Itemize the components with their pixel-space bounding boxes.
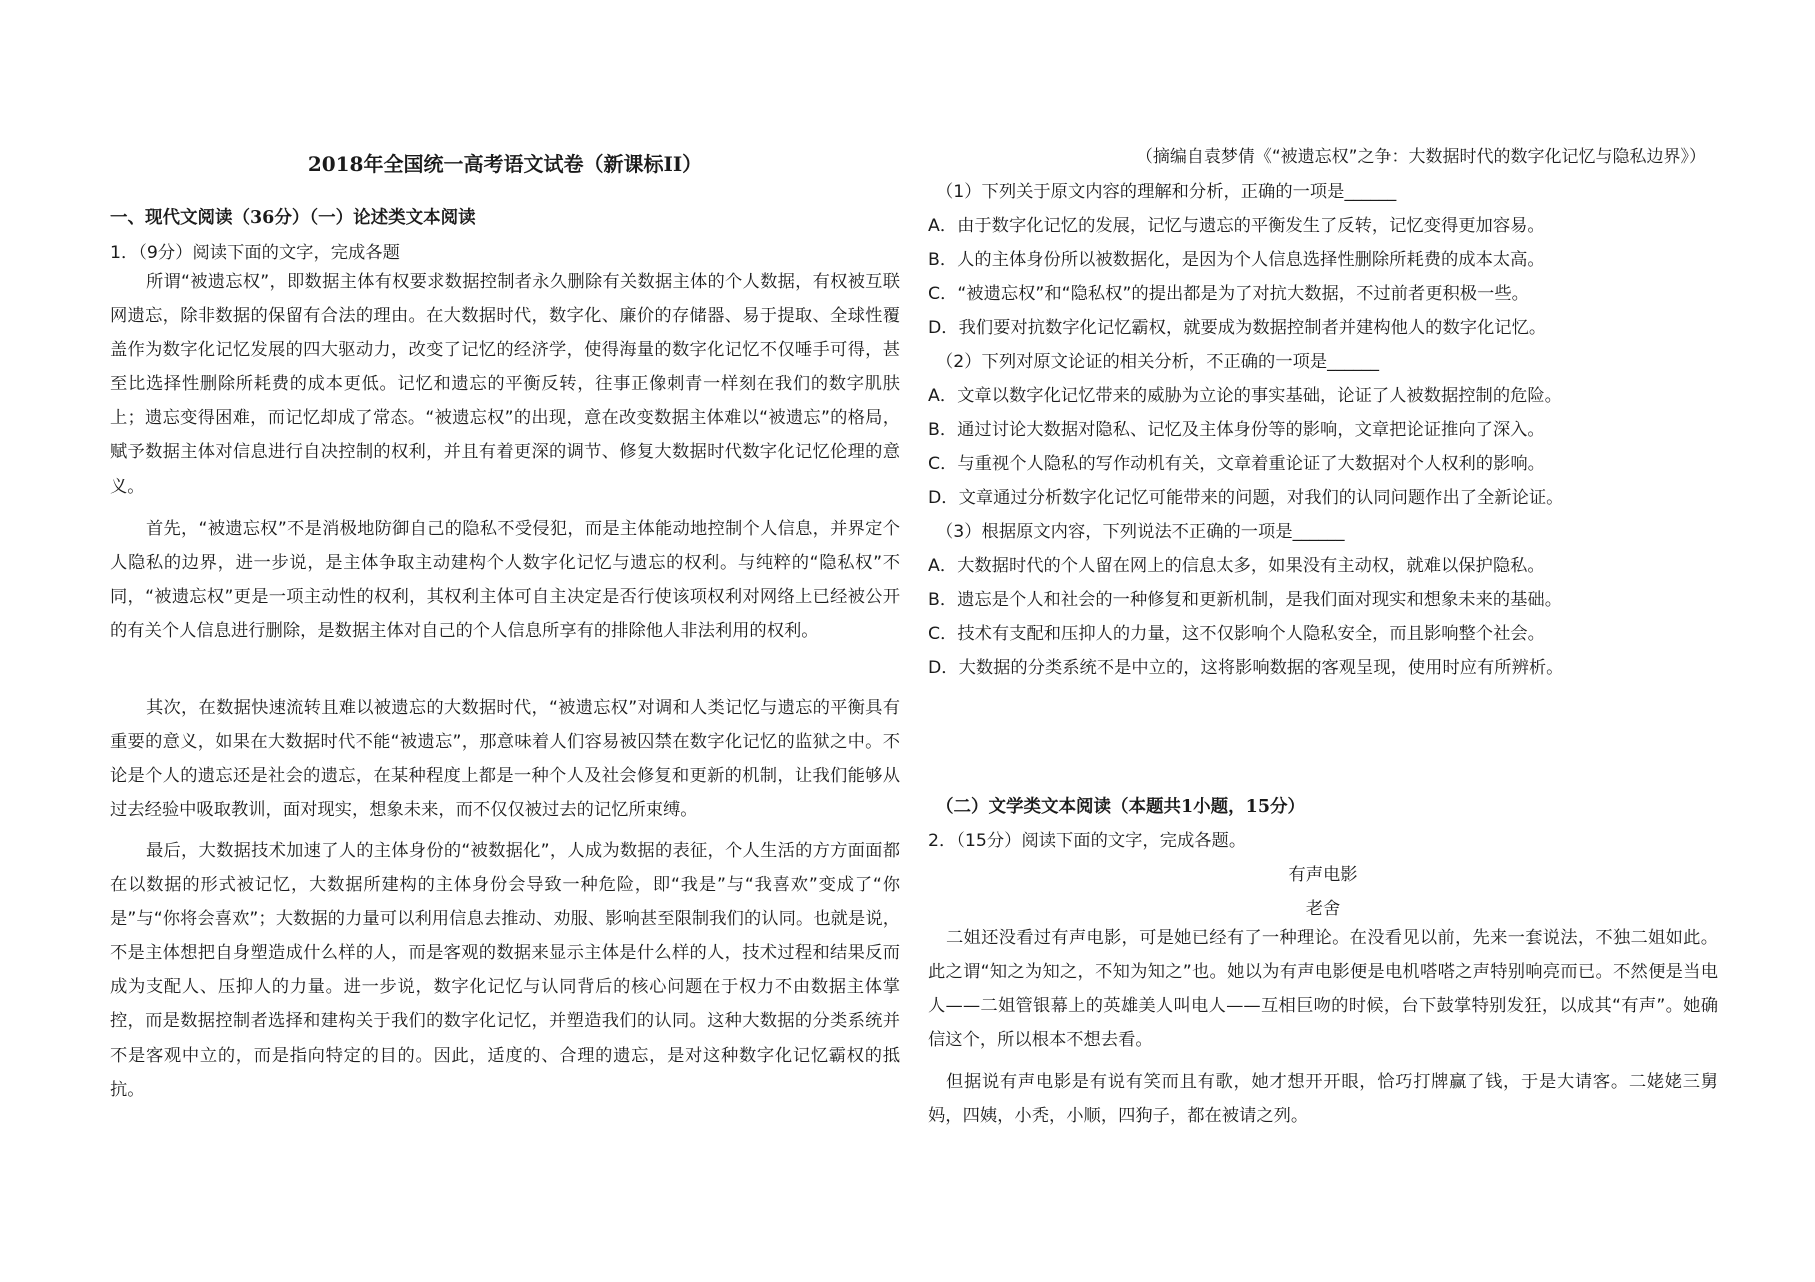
question-1-3-option-c: C．技术有支配和压抑人的力量，这不仅影响个人隐私安全，而且影响整个社会。 — [928, 624, 1545, 644]
story-paragraph-1: 二姐还没看过有声电影，可是她已经有了一种理论。在没看见以前，先来一套说法，不独二姐如此。此之谓“知之为知之，不知为知之”也。她以为有声电影便是电机嗒嗒之声特别响亮而已。不然便是当电人——二姐管银幕上的英雄美人叫电人——互相巨吻的时候，台下鼓掌特别发狂，以成其“有声”。她确信这个，所以根本不想去看。 — [928, 928, 1718, 1051]
passage-paragraph-4: 最后，大数据技术加速了人的主体身份的“被数据化”，人成为数据的表征，个人生活的方方面面都在以数据的形式被记忆，大数据所建构的主体身份会导致一种危险，即“我是”与“我喜欢”变成了“你是”与“你将会喜欢”；大数据的力量可以利用信息去推动、劝服、影响甚至限制我们的认同。也就是说，不是主体想把自身塑造成什么样的人，而是客观的数据来显示主体是什么样的人，技术过程和结果反而成为支配人、压抑人的力量。进一步说，数字化记忆与认同背后的核心问题在于权力不由数据主体掌控，而是数据控制者选择和建构关于我们的数字化记忆，并塑造我们的认同。这种大数据的分类系统并不是客观中立的，而是指向特定的目的。因此，适度的、合理的遗忘，是对这种数字化记忆霸权的抵抗。 — [110, 841, 900, 1100]
question-1-3-option-d: D．大数据的分类系统不是中立的，这将影响数据的客观呈现，使用时应有所辨析。 — [928, 658, 1564, 678]
question-1-2-option-d: D．文章通过分析数字化记忆可能带来的问题，对我们的认同问题作出了全新论证。 — [928, 488, 1564, 508]
question-1-1-option-b: B．人的主体身份所以被数据化，是因为个人信息选择性删除所耗费的成本太高。 — [928, 250, 1545, 270]
question-1-2-option-a: A．文章以数字化记忆带来的威胁为立论的事实基础，论证了人被数据控制的危险。 — [928, 386, 1562, 406]
question-1-2-option-c: C．与重视个人隐私的写作动机有关，文章着重论证了大数据对个人权利的影响。 — [928, 454, 1545, 474]
question-1-3-option-b: B．遗忘是个人和社会的一种修复和更新机制，是我们面对现实和想象未来的基础。 — [928, 590, 1562, 610]
passage-paragraph-2: 首先，“被遗忘权”不是消极地防御自己的隐私不受侵犯，而是主体能动地控制个人信息，并界定个人隐私的边界，进一步说，是主体争取主动建构个人数字化记忆与遗忘的权利。与纯粹的“隐私权”不同，“被遗忘权”更是一项主动性的权利，其权利主体可自主决定是否行使该项权利对网络上已经被公开的有关个人信息进行删除，是数据主体对自己的个人信息所享有的排除他人非法利用的权利。 — [110, 519, 900, 642]
passage-source: （摘编自袁梦倩《“被遗忘权”之争：大数据时代的数字化记忆与隐私边界》） — [1135, 147, 1706, 167]
question-1-1-option-a: A．由于数字化记忆的发展，记忆与遗忘的平衡发生了反转，记忆变得更加容易。 — [928, 216, 1545, 236]
passage-paragraph-3: 其次，在数据快速流转且难以被遗忘的大数据时代，“被遗忘权”对调和人类记忆与遗忘的平衡具有重要的意义，如果在大数据时代不能“被遗忘”，那意味着人们容易被囚禁在数字化记忆的监狱之中。不论是个人的遗忘还是社会的遗忘，在某种程度上都是一种个人及社会修复和更新的机制，让我们能够从过去经验中吸取教训，面对现实，想象未来，而不仅仅被过去的记忆所束缚。 — [110, 698, 900, 821]
question-2-intro: 2．（15分）阅读下面的文字，完成各题。 — [928, 831, 1247, 851]
passage-paragraph-1: 所谓“被遗忘权”，即数据主体有权要求数据控制者永久删除有关数据主体的个人数据，有权被互联网遗忘，除非数据的保留有合法的理由。在大数据时代，数字化、廉价的存储器、易于提取、全球性覆盖作为数字化记忆发展的四大驱动力，改变了记忆的经济学，使得海量的数字化记忆不仅唾手可得，甚至比选择性删除所耗费的成本更低。记忆和遗忘的平衡反转，往事正像刺青一样刻在我们的数字肌肤上；遗忘变得困难，而记忆却成了常态。“被遗忘权”的出现，意在改变数据主体难以“被遗忘”的格局，赋予数据主体对信息进行自决控制的权利，并且有着更深的调节、修复大数据时代数字化记忆伦理的意义。 — [110, 272, 900, 497]
question-1-3-option-a: A．大数据时代的个人留在网上的信息太多，如果没有主动权，就难以保护隐私。 — [928, 556, 1545, 576]
section-heading-modern-reading: 一、现代文阅读（36分）（一）论述类文本阅读 — [110, 208, 476, 228]
question-1-2: （2）下列对原文论证的相关分析，不正确的一项是______ — [936, 352, 1380, 372]
question-1-1: （1）下列关于原文内容的理解和分析，正确的一项是______ — [936, 182, 1397, 202]
section-heading-literary-reading: （二）文学类文本阅读（本题共1小题，15分） — [936, 797, 1306, 817]
question-1-2-option-b: B．通过讨论大数据对隐私、记忆及主体身份等的影响，文章把论证推向了深入。 — [928, 420, 1545, 440]
question-1-1-option-d: D．我们要对抗数字化记忆霸权，就要成为数据控制者并建构他人的数字化记忆。 — [928, 318, 1547, 338]
question-1-intro: 1．（9分）阅读下面的文字，完成各题 — [110, 243, 400, 263]
story-title: 有声电影 — [1288, 865, 1358, 885]
story-author: 老舍 — [1305, 899, 1341, 919]
question-1-3: （3）根据原文内容，下列说法不正确的一项是______ — [936, 522, 1345, 542]
exam-title: 2018年全国统一高考语文试卷（新课标II） — [307, 152, 703, 176]
story-paragraph-2: 但据说有声电影是有说有笑而且有歌，她才想开开眼，恰巧打牌赢了钱，于是大请客。二姥姥三舅妈，四姨，小秃，小顺，四狗子，都在被请之列。 — [928, 1072, 1718, 1127]
question-1-1-option-c: C．“被遗忘权”和“隐私权”的提出都是为了对抗大数据，不过前者更积极一些。 — [928, 284, 1529, 304]
